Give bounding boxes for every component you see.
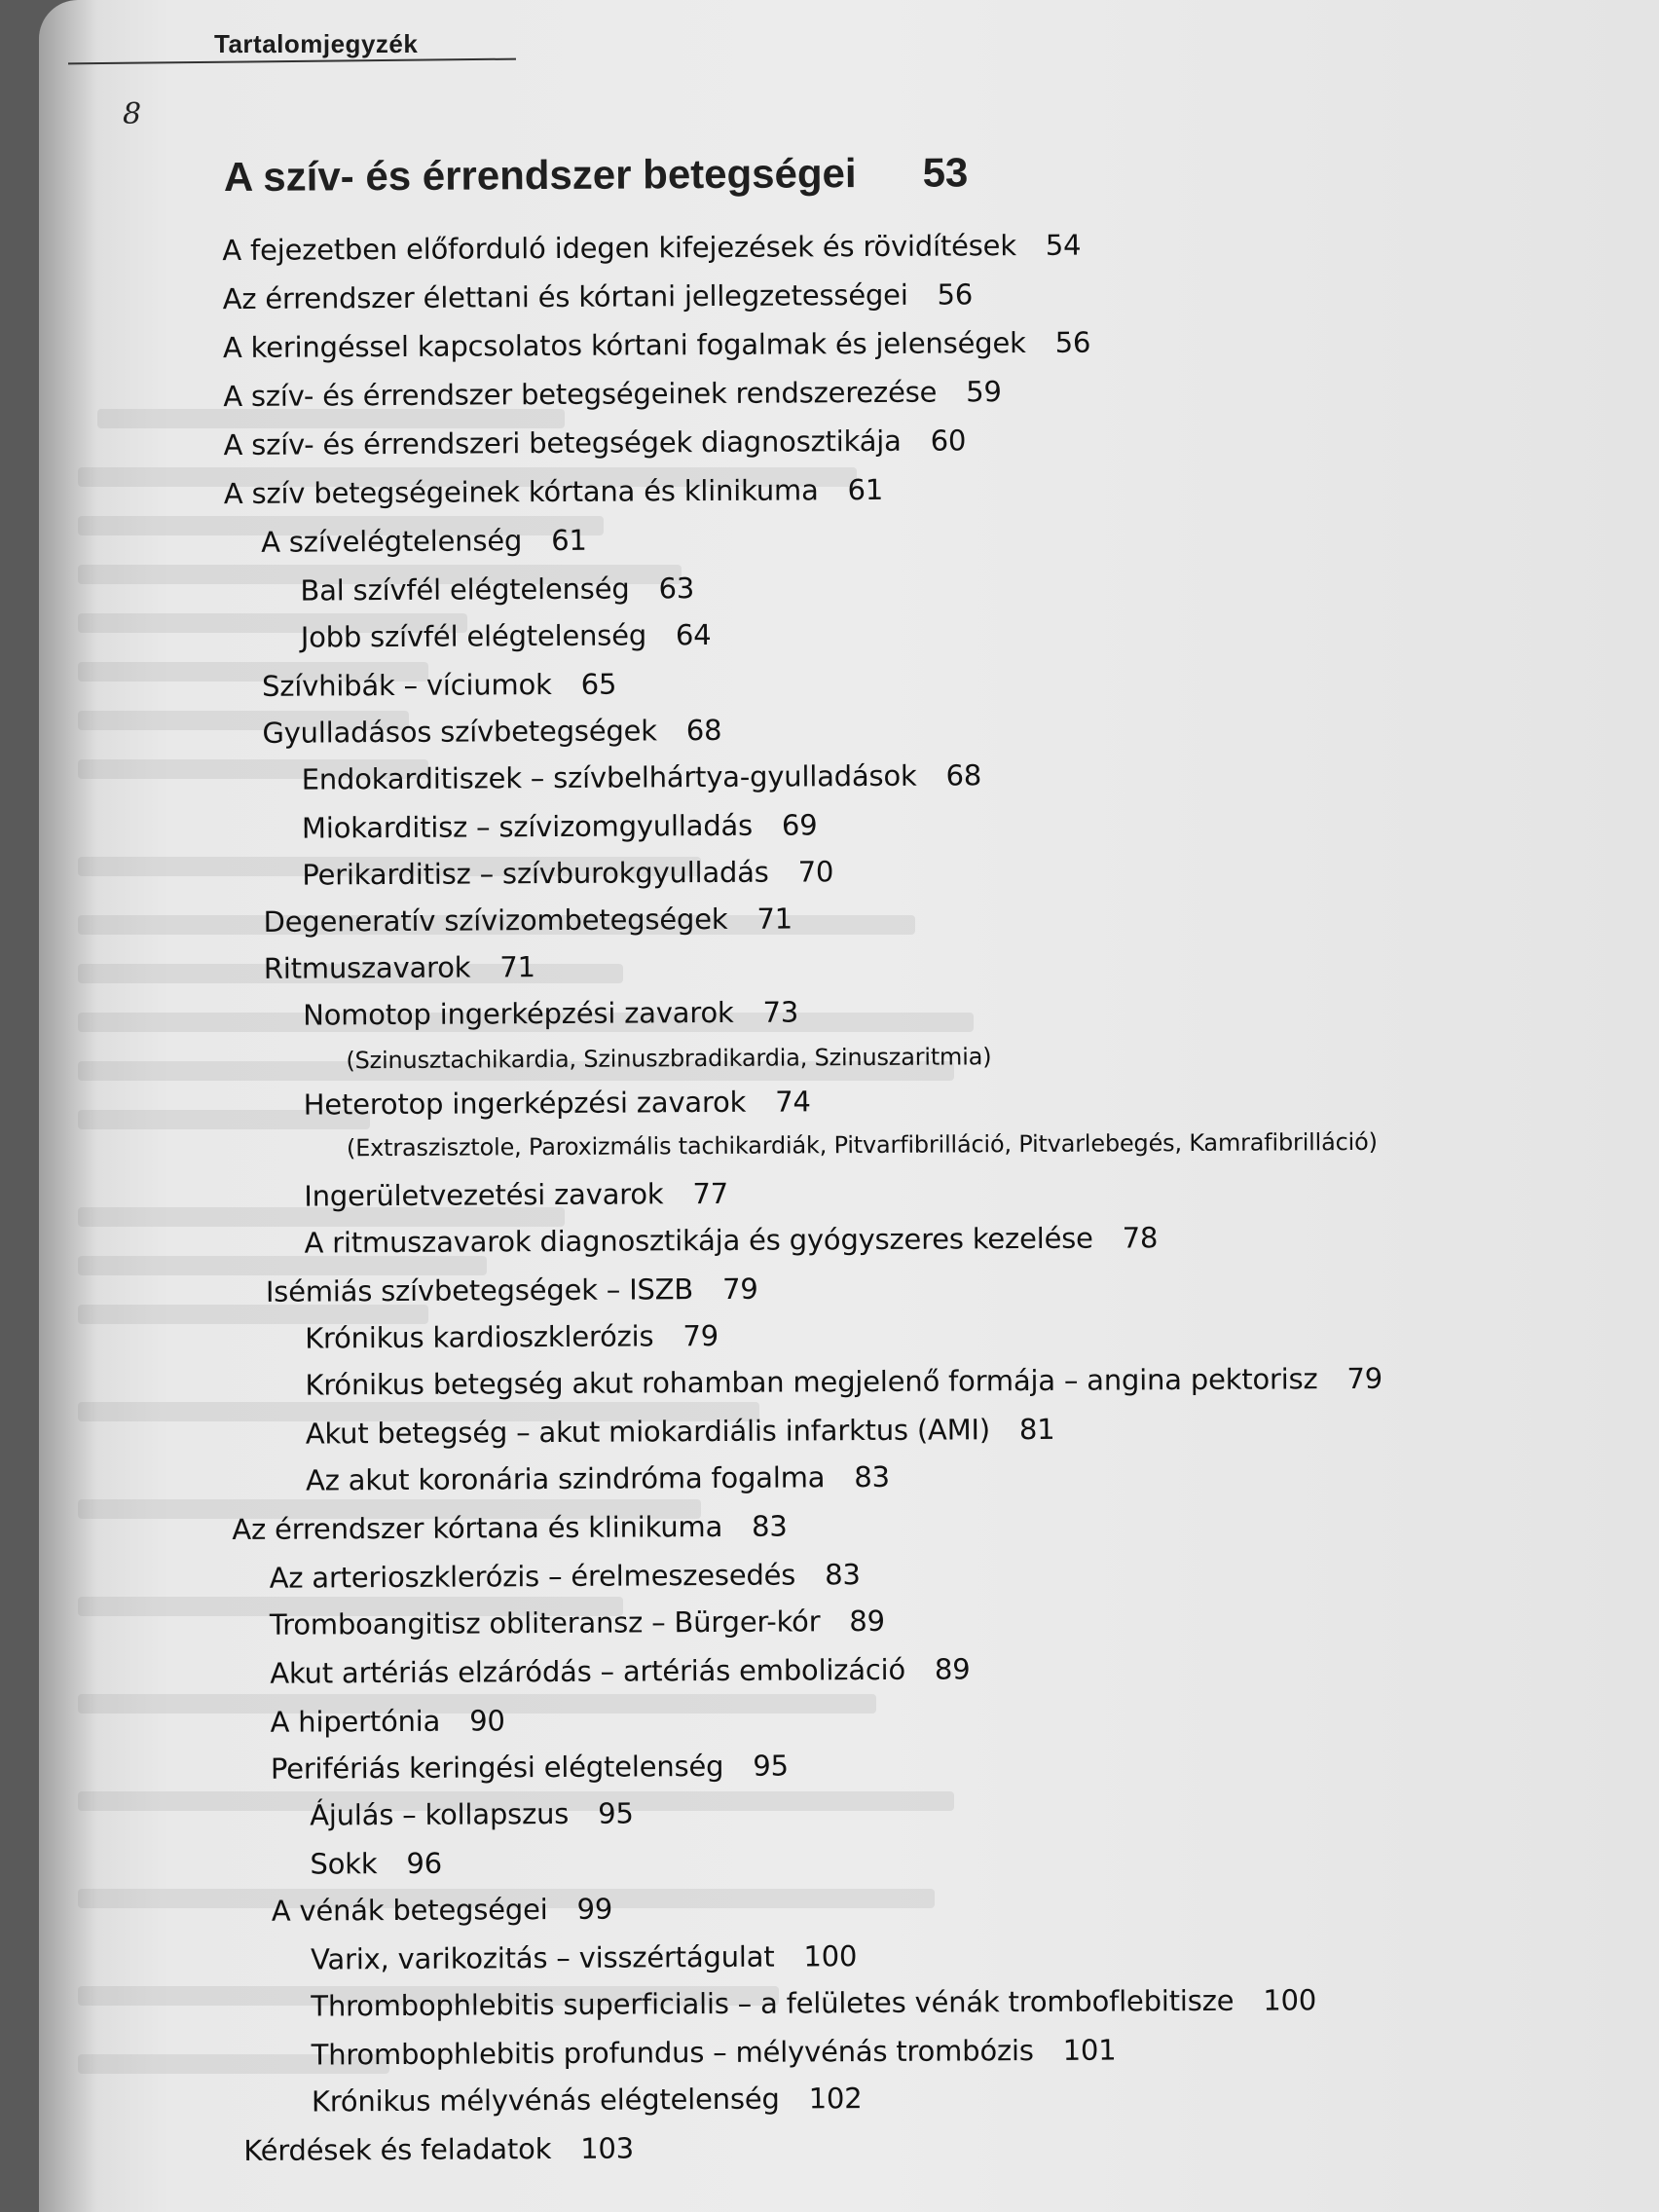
toc-entry-page: 68 (685, 713, 722, 748)
toc-entry (262, 714, 721, 750)
toc-entry-text: Degeneratív szívizombetegségek (263, 902, 728, 939)
toc-entry-page: 73 (762, 995, 799, 1029)
toc-entry (270, 1604, 885, 1641)
toc-entry-page: 83 (825, 1558, 861, 1592)
toc-entry-page: 77 (692, 1176, 729, 1211)
toc-entry-page: 65 (580, 667, 617, 701)
toc-entry-text: Sokk (310, 1847, 378, 1881)
toc-entry-text: A vénák betegségei (271, 1893, 548, 1928)
toc-entry-page: 79 (1346, 1361, 1383, 1396)
toc-entry-text: Az arterioszklerózis – érelmeszesedés (269, 1558, 796, 1595)
toc-entry (261, 524, 587, 559)
toc-entry-page: 70 (797, 855, 834, 889)
toc-entry-text: (Extraszisztole, Paroxizmális tachikardiák, Pitvarfibrilláció, Pitvarlebegés, Kamrafibrilláció) (346, 1127, 1378, 1162)
page-number: 8 (123, 97, 142, 131)
toc-entry-text: Tromboangitisz obliteransz – Bürger-kór (269, 1604, 821, 1641)
toc-entry (302, 808, 818, 844)
toc-entry (270, 1704, 504, 1738)
toc-entry (302, 855, 833, 891)
toc-entry-page: 79 (721, 1272, 758, 1306)
toc-entry-page: 83 (751, 1509, 788, 1543)
toc-entry-page: 100 (803, 1939, 858, 1973)
toc-entry-page: 61 (847, 472, 884, 507)
toc-entry-text: Isémiás szívbetegségek – ISZB (265, 1272, 694, 1309)
toc-entry-page: 64 (675, 618, 712, 652)
toc-entry (311, 1939, 857, 1975)
toc-entry-text: (Szinusztachikardia, Szinuszbradikardia, Szinuszaritmia) (346, 1043, 992, 1075)
toc-entry-note (347, 1128, 1378, 1161)
toc-entry (222, 229, 1081, 267)
toc-entry-text: A szívelégtelenség (261, 524, 523, 559)
toc-entry-text: Akut artériás elzáródás – artériás embolizáció (270, 1652, 906, 1690)
toc-entry (223, 424, 966, 461)
toc-entry-text: Krónikus betegség akut rohamban megjelenő formája – angina pektorisz (305, 1362, 1318, 1402)
toc-entry-text: A keringéssel kapcsolatos kórtani fogalmak és jelenségek (222, 326, 1026, 365)
toc-entry-page: 60 (930, 424, 967, 458)
toc-entry-page: 83 (854, 1459, 890, 1494)
toc-entry (311, 1983, 1316, 2022)
toc-entry-text: Perifériás keringési elégtelenség (270, 1749, 724, 1786)
toc-entry-page: 61 (551, 523, 587, 558)
toc-entry (306, 1460, 890, 1497)
toc-entry-text: A ritmuszavarok diagnosztikája és gyógyszeres kezelése (304, 1221, 1093, 1260)
toc-entry-text: Ingerületvezetési zavarok (304, 1177, 664, 1213)
toc-entry (304, 1085, 811, 1121)
chapter-title-text: A szív- és érrendszer betegségei (223, 150, 857, 201)
toc-entry (303, 995, 798, 1031)
toc-entry-page: 56 (937, 277, 974, 312)
toc-entry-page: 101 (1062, 2033, 1117, 2067)
toc-entry (305, 1362, 1382, 1402)
chapter-title-page: 53 (922, 149, 969, 196)
toc-entry (306, 1413, 1055, 1451)
toc-entry-page: 71 (756, 902, 793, 936)
toc-entry (312, 2082, 863, 2118)
toc-entry-text: Bal szívfél elégtelenség (300, 571, 630, 608)
toc-entry-text: Perikarditisz – szívburokgyulladás (302, 855, 769, 892)
toc-entry-text: Jobb szívfél elégtelenség (300, 618, 647, 654)
toc-entry (223, 375, 1002, 413)
toc-entry-page: 90 (469, 1704, 505, 1738)
toc-entry-note (346, 1043, 991, 1074)
toc-entry (232, 1510, 787, 1546)
toc-entry (312, 2033, 1117, 2071)
toc-entry-page: 95 (598, 1796, 634, 1830)
toc-entry-text: Krónikus mélyvénás elégtelenség (311, 2082, 780, 2119)
toc-entry-text: Gyulladásos szívbetegségek (262, 714, 657, 750)
toc-entry (304, 1177, 728, 1213)
toc-entry-text: A szív betegségeinek kórtana és klinikuma (223, 473, 819, 511)
toc-entry-page: 95 (753, 1749, 789, 1783)
toc-entry-text: Nomotop ingerképzési zavarok (303, 995, 734, 1032)
toc-entry-page: 100 (1263, 1983, 1317, 2017)
toc-entry-page: 89 (934, 1652, 971, 1686)
toc-entry-page: 54 (1045, 228, 1082, 262)
toc-entry (272, 1893, 612, 1928)
chapter-title (224, 149, 969, 201)
toc-entry (262, 668, 616, 703)
toc-entry-page: 103 (580, 2131, 635, 2165)
toc-entry-text: A fejezetben előforduló idegen kifejezések és rövidítések (222, 229, 1016, 268)
toc-entry-text: Az érrendszer kórtana és klinikuma (232, 1509, 723, 1547)
toc-entry (310, 1847, 442, 1881)
toc-entry-text: Varix, varikozitás – visszértágulat (310, 1939, 775, 1976)
toc-entry (223, 326, 1090, 364)
toc-entry (302, 758, 982, 795)
toc-entry-text: Ájulás – kollapszus (310, 1796, 570, 1832)
toc-entry-text: Thrombophlebitis superficialis – a felületes vénák tromboflebitisze (311, 1983, 1235, 2023)
toc-entry-page: 59 (966, 375, 1002, 409)
toc-entry (271, 1750, 789, 1786)
toc-entry-text: Akut betegség – akut miokardiális infarktus (AMI) (305, 1413, 991, 1451)
toc-entry-page: 69 (781, 808, 818, 842)
toc-entry-page: 89 (849, 1604, 885, 1639)
toc-entry (304, 1221, 1158, 1259)
toc-entry-page: 71 (499, 950, 535, 984)
toc-entry-page: 63 (658, 571, 695, 606)
toc-entry-page: 96 (406, 1846, 443, 1880)
toc-entry-text: Ritmuszavarok (263, 950, 471, 985)
toc-entry (224, 473, 883, 510)
toc-entry-text: A szív- és érrendszeri betegségek diagnosztikája (223, 424, 902, 462)
toc-entry-text: Thrombophlebitis profundus – mélyvénás trombózis (311, 2034, 1034, 2072)
toc-entry-page: 78 (1122, 1221, 1159, 1255)
toc-entry-page: 79 (682, 1318, 719, 1353)
toc-entry-text: Krónikus kardioszklerózis (305, 1319, 654, 1355)
table-of-contents (39, 0, 1659, 2212)
toc-entry-text: Kérdések és feladatok (243, 2132, 552, 2167)
toc-entry-text: A hipertónia (270, 1704, 441, 1739)
toc-entry (301, 618, 712, 654)
toc-entry-text: Az érrendszer élettani és kórtani jellegzetességei (222, 277, 908, 316)
toc-entry-text: Miokarditisz – szívizomgyulladás (301, 808, 754, 845)
toc-entry (310, 1797, 634, 1832)
toc-entry-page: 102 (808, 2082, 863, 2116)
toc-entry-page: 81 (1018, 1412, 1055, 1447)
toc-entry (305, 1319, 719, 1355)
toc-entry-text: A szív- és érrendszer betegségeinek rendszerezése (223, 375, 938, 414)
toc-entry (300, 571, 694, 607)
toc-entry (243, 2132, 634, 2167)
toc-entry (223, 277, 974, 315)
toc-entry (266, 1272, 758, 1309)
toc-entry-page: 68 (945, 758, 982, 793)
toc-entry-page: 56 (1054, 325, 1091, 359)
toc-entry-text: Az akut koronária szindróma fogalma (305, 1460, 826, 1497)
toc-entry-page: 99 (576, 1892, 613, 1926)
book-page (39, 0, 1659, 2212)
toc-entry-text: Heterotop ingerképzési zavarok (303, 1085, 747, 1122)
toc-entry (270, 1652, 970, 1689)
toc-entry (270, 1558, 861, 1595)
toc-entry-text: Endokarditiszek – szívbelhártya-gyulladások (301, 758, 917, 796)
toc-entry-page: 74 (775, 1085, 811, 1119)
toc-entry-text: Szívhibák – víciumok (261, 668, 552, 703)
running-header: Tartalomjegyzék (214, 29, 419, 58)
toc-entry (264, 950, 535, 985)
toc-entry (263, 903, 793, 939)
